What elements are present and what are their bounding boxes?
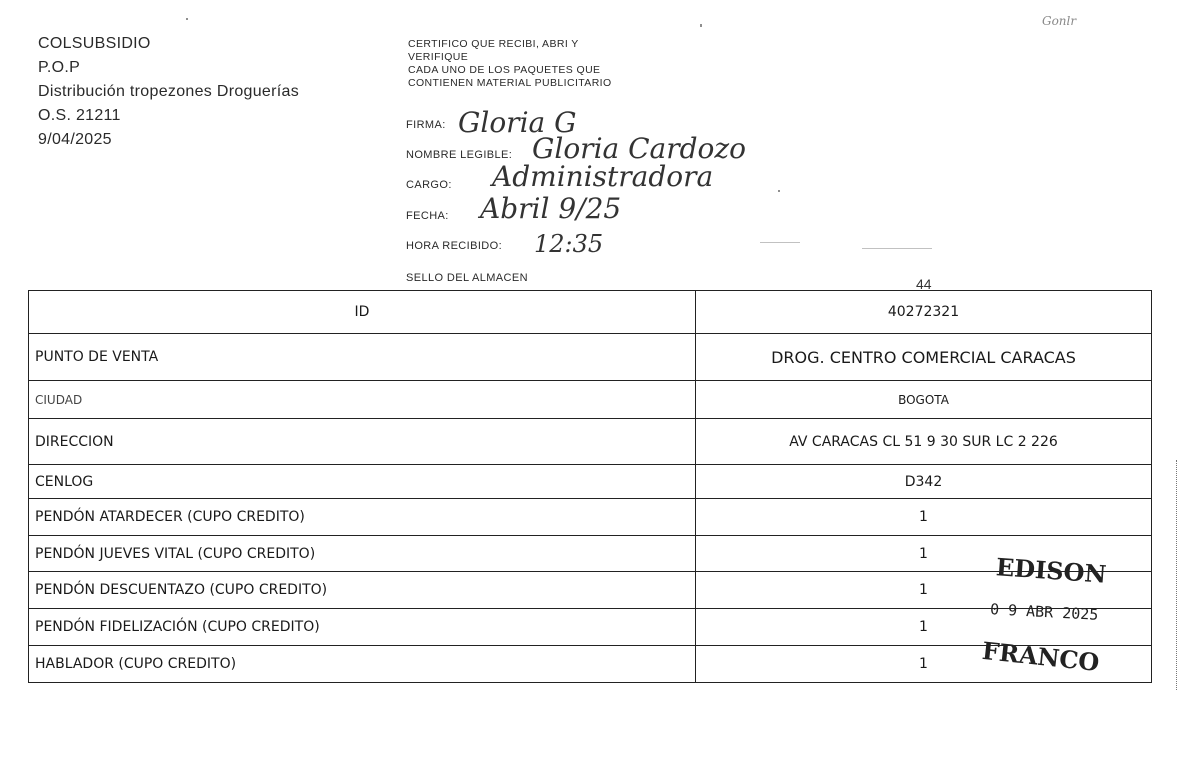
stamp-date-line: 0 9 ABR 2025 (989, 600, 1099, 624)
hora-label: HORA RECIBIDO: (406, 240, 503, 252)
cert-line: CERTIFICO QUE RECIBI, ABRI Y (408, 38, 579, 50)
firma-label: FIRMA: (406, 119, 446, 131)
page-number: 44 (916, 276, 932, 292)
nombre-label: NOMBRE LEGIBLE: (406, 149, 513, 161)
certification-text (408, 38, 612, 90)
order-number: O.S. 21211 (38, 107, 121, 124)
corner-scribble: Gonlr (1042, 14, 1077, 28)
nombre-handwritten: Gloria Cardozo (532, 132, 747, 165)
row-label: PENDÓN DESCUENTAZO (CUPO CREDITO) (29, 572, 696, 609)
row-label: PUNTO DE VENTA (29, 334, 696, 381)
row-label: PENDÓN JUEVES VITAL (CUPO CREDITO) (29, 536, 696, 572)
scan-speck (862, 248, 932, 249)
sello-label: SELLO DEL ALMACEN (406, 272, 528, 284)
table-row (29, 465, 1152, 499)
row-value: D342 (696, 465, 1152, 499)
cert-line: VERIFIQUE (408, 51, 469, 63)
firma-signature: Gloria G (458, 106, 577, 139)
row-label: CENLOG (29, 465, 696, 499)
row-label: DIRECCION (29, 419, 696, 465)
stamp-surname-line: FRANCO (980, 635, 1101, 678)
table-row (29, 334, 1152, 381)
cert-line: CONTIENEN MATERIAL PUBLICITARIO (408, 77, 612, 89)
document-type: P.O.P (38, 59, 81, 76)
row-value: 1 (696, 609, 1152, 646)
row-value: 1 (696, 646, 1152, 683)
row-value: 1 (696, 572, 1152, 609)
id-value: 40272321 (696, 291, 1152, 334)
scan-speck (778, 190, 780, 192)
row-label: PENDÓN ATARDECER (CUPO CREDITO) (29, 499, 696, 536)
row-value: BOGOTA (696, 381, 1152, 419)
table-row (29, 536, 1152, 572)
table-row (29, 499, 1152, 536)
row-label: CIUDAD (29, 381, 696, 419)
distribution-title: Distribución tropezones Droguerías (38, 83, 299, 100)
cargo-handwritten: Administradora (492, 160, 714, 193)
row-label: HABLADOR (CUPO CREDITO) (29, 646, 696, 683)
row-value: AV CARACAS CL 51 9 30 SUR LC 2 226 (696, 419, 1152, 465)
scan-speck (760, 242, 800, 243)
header-left (38, 32, 299, 152)
hora-handwritten: 12:35 (534, 230, 604, 258)
fecha-handwritten: Abril 9/25 (480, 192, 622, 225)
scan-speck (186, 18, 188, 20)
document-date: 9/04/2025 (38, 131, 112, 148)
company-name: COLSUBSIDIO (38, 35, 151, 52)
stamp-name-line: EDISON (995, 552, 1108, 589)
row-label: PENDÓN FIDELIZACIÓN (CUPO CREDITO) (29, 609, 696, 646)
row-value: DROG. CENTRO COMERCIAL CARACAS (696, 334, 1152, 381)
row-value: 1 (696, 536, 1152, 572)
scan-edge-line (1176, 460, 1178, 690)
cargo-label: CARGO: (406, 179, 452, 191)
id-label: ID (29, 291, 696, 334)
table-row (29, 419, 1152, 465)
scan-speck (700, 24, 702, 27)
row-value: 1 (696, 499, 1152, 536)
table-row (29, 572, 1152, 609)
cert-line: CADA UNO DE LOS PAQUETES QUE (408, 64, 601, 76)
table-header-row (29, 291, 1152, 334)
table-row (29, 381, 1152, 419)
pop-delivery-table (28, 290, 1152, 683)
fecha-label: FECHA: (406, 210, 449, 222)
